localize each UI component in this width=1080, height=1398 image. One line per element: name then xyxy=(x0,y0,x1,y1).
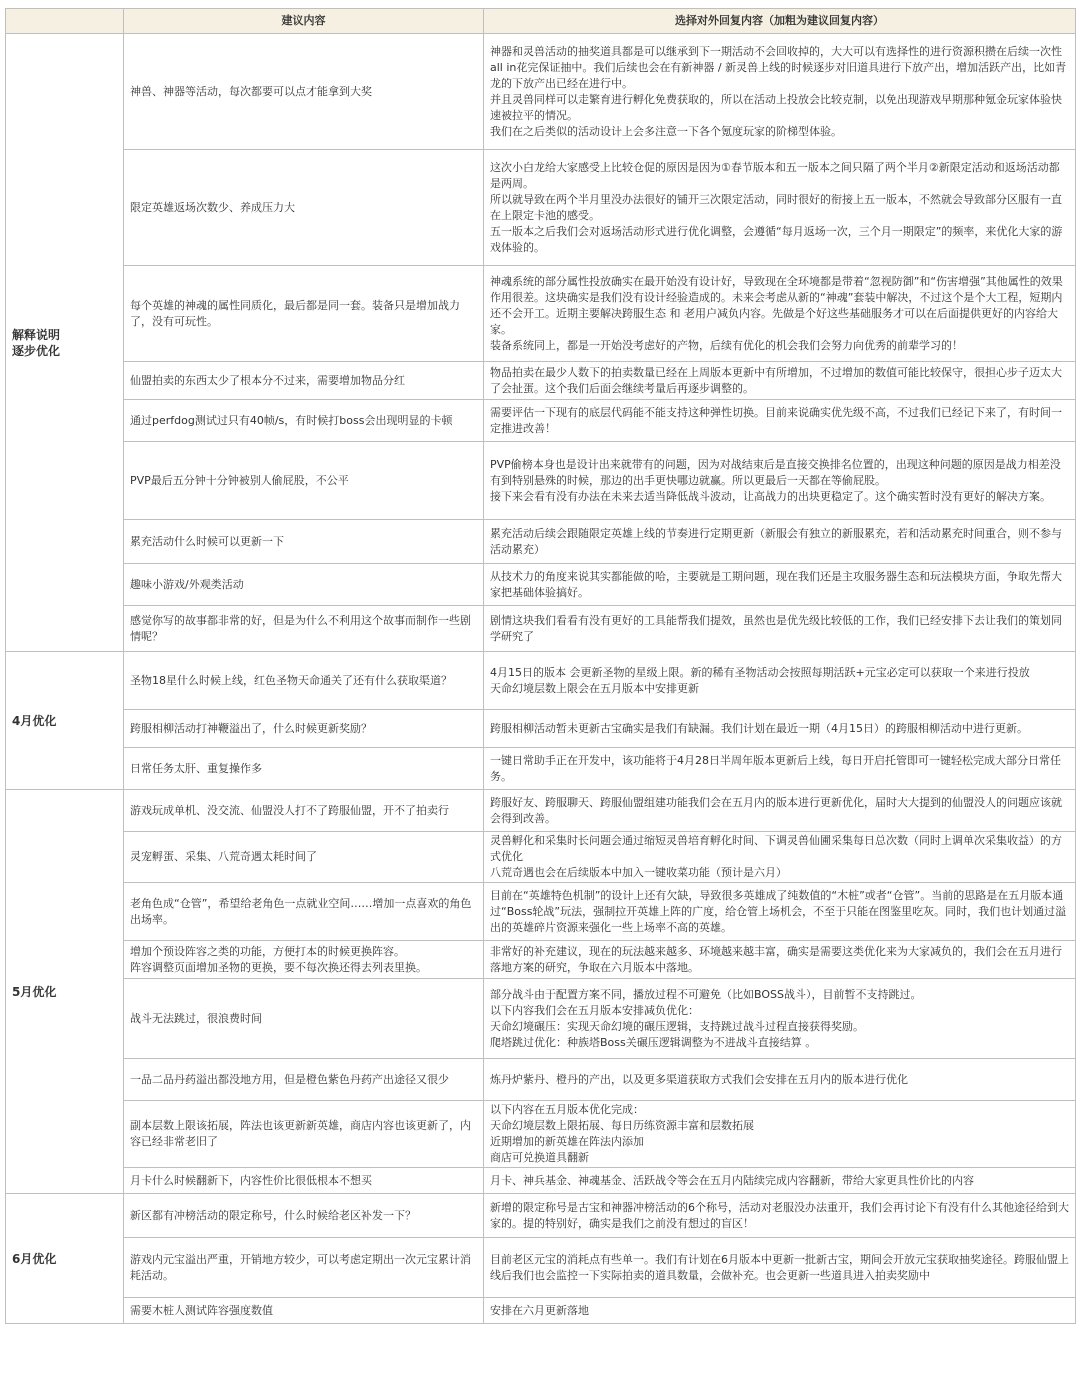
suggestion-cell: PVP最后五分钟十分钟被别人偷屁股，不公平 xyxy=(124,442,484,520)
suggestion-cell: 月卡什么时候翻新下，内容性价比很低根本不想买 xyxy=(124,1168,484,1194)
category-cell: 4月优化 xyxy=(6,652,124,790)
reply-cell xyxy=(484,883,1076,941)
suggestion-cell: 仙盟拍卖的东西太少了根本分不过来，需要增加物品分红 xyxy=(124,362,484,400)
reply-paragraph: 天命幻境层数上限会在五月版本中安排更新 xyxy=(490,681,699,695)
table-row xyxy=(6,941,1076,979)
suggestion-cell: 需要木桩人测试阵容强度数值 xyxy=(124,1298,484,1324)
reply-paragraph: 神器和灵兽活动的抽奖道具都是可以继承到下一期活动不会回收掉的，大大可以有选择性的进行资源积攒在后续一次性all in花完保证抽中。我们后续也会在有新神器 / 新灵兽上线的时候逐步对旧道具进行下放产出，增加活跃产出，比如青龙的下放产出已经在进行中。 xyxy=(490,44,1067,90)
suggestion-cell: 新区都有冲榜活动的限定称号，什么时候给老区补发一下？ xyxy=(124,1194,484,1238)
table-row xyxy=(6,34,1076,150)
reply-paragraph: 安排在六月更新落地 xyxy=(490,1303,589,1317)
table-body xyxy=(6,34,1076,1324)
table-row xyxy=(6,400,1076,442)
reply-paragraph: 4月15日的版本 会更新圣物的星级上限。新的稀有圣物活动会按照每期活跃+元宝必定可以获取一个来进行投放 xyxy=(490,665,1030,679)
reply-paragraph: 装备系统同上，都是一开始没考虑好的产物，后续有优化的机会我们会努力向优秀的前辈学习的！ xyxy=(490,338,963,352)
reply-paragraph: 以下内容在五月版本优化完成： xyxy=(490,1103,644,1116)
reply-paragraph: 并且灵兽同样可以走繁育进行孵化免费获取的，所以在活动上投放会比较克制，以免出现游戏早期那种氪金玩家体验快速被拉平的情况。 xyxy=(490,92,1062,122)
suggestion-cell: 每个英雄的神魂的属性同质化，最后都是同一套。装备只是增加战力了，没有可玩性。 xyxy=(124,266,484,362)
reply-cell xyxy=(484,1194,1076,1238)
reply-cell xyxy=(484,520,1076,564)
suggestion-cell: 游戏玩成单机、没交流、仙盟没人打不了跨服仙盟，开不了拍卖行 xyxy=(124,790,484,832)
reply-paragraph: 爬塔跳过优化：种族塔Boss关碾压逻辑调整为不进战斗直接结算 。 xyxy=(490,1035,817,1049)
table-row xyxy=(6,1298,1076,1324)
suggestion-cell: 通过perfdog测试过只有40帧/s，有时候打boss会出现明显的卡顿 xyxy=(124,400,484,442)
header-corner xyxy=(6,9,124,34)
table-row xyxy=(6,652,1076,710)
reply-paragraph: 接下来会看有没有办法在未来去适当降低战斗波动，让高战力的出块更稳定了。这个确实暂时没有更好的解决方案。 xyxy=(490,489,1051,503)
category-cell: 6月优化 xyxy=(6,1194,124,1324)
reply-paragraph: 一键日常助手正在开发中，该功能将于4月28日半周年版本更新后上线，每日开启托管即可一键轻松完成大部分日常任务。 xyxy=(490,753,1061,783)
reply-cell xyxy=(484,150,1076,266)
suggestion-cell: 日常任务太肝、重复操作多 xyxy=(124,748,484,790)
reply-paragraph: 以下内容我们会在五月版本安排减负优化： xyxy=(490,1003,699,1017)
suggestion-cell: 感觉你写的故事都非常的好，但是为什么不利用这个故事而制作一些剧情呢？ xyxy=(124,606,484,652)
reply-paragraph: 所以就导致在两个半月里没办法很好的铺开三次限定活动，同时很好的衔接上五一版本，不然就会导致部分区服有一直在上限定卡池的感受。 xyxy=(490,192,1062,222)
reply-cell xyxy=(484,266,1076,362)
header-suggestion: 建议内容 xyxy=(124,9,484,34)
reply-paragraph: 累充活动后续会跟随限定英雄上线的节奏进行定期更新（新服会有独立的新服累充，若和活动累充时间重合，则不参与活动累充） xyxy=(490,526,1062,556)
reply-paragraph: 跨服相柳活动暂未更新古宝确实是我们有缺漏。我们计划在最近一期（4月15日）的跨服相柳活动中进行更新。 xyxy=(490,721,1028,735)
reply-paragraph: 五一版本之后我们会对返场活动形式进行优化调整，会遵循“每月返场一次，三个月一期限定”的频率，来优化大家的游戏体验的。 xyxy=(490,224,1063,254)
table-row xyxy=(6,790,1076,832)
reply-cell xyxy=(484,400,1076,442)
reply-paragraph: 需要评估一下现有的底层代码能不能支持这种弹性切换。目前来说确实优先级不高，不过我们已经记下来了，有时间一定推进改善！ xyxy=(490,405,1062,435)
table-header-row xyxy=(6,9,1076,34)
reply-cell xyxy=(484,606,1076,652)
table-row xyxy=(6,150,1076,266)
reply-cell xyxy=(484,979,1076,1059)
table-row xyxy=(6,710,1076,748)
reply-cell xyxy=(484,748,1076,790)
reply-cell xyxy=(484,564,1076,606)
table-row xyxy=(6,1238,1076,1298)
reply-cell xyxy=(484,832,1076,883)
suggestion-cell: 一品二品丹药溢出都没地方用，但是橙色紫色丹药产出途径又很少 xyxy=(124,1059,484,1101)
reply-paragraph: 部分战斗由于配置方案不同，播放过程不可避免（比如BOSS战斗），目前暂不支持跳过。 xyxy=(490,987,922,1001)
reply-paragraph: 八荒奇遇也会在后续版本中加入一键收菜功能（预计是六月） xyxy=(490,866,787,879)
suggestion-cell: 增加个预设阵容之类的功能，方便打本的时候更换阵容。 阵容调整页面增加圣物的更换，要不每次换还得去列表里换。 xyxy=(124,941,484,979)
reply-paragraph: 目前老区元宝的消耗点有些单一。我们有计划在6月版本中更新一批新古宝，期间会开放元宝获取抽奖途径。跨服仙盟上线后我们也会监控一下实际拍卖的道具数量，会做补充。也会更新一些道具进入拍卖奖励中 xyxy=(490,1252,1069,1282)
reply-paragraph: 近期增加的新英雄在阵法内添加 xyxy=(490,1135,644,1148)
table-row xyxy=(6,266,1076,362)
table-row xyxy=(6,748,1076,790)
suggestion-cell: 趣味小游戏/外观类活动 xyxy=(124,564,484,606)
suggestion-cell: 神兽、神器等活动，每次都要可以点才能拿到大奖 xyxy=(124,34,484,150)
table-row xyxy=(6,362,1076,400)
reply-paragraph: 从技术力的角度来说其实都能做的哈，主要就是工期问题，现在我们还是主攻服务器生态和玩法模块方面，争取先帮大家把基础体验搞好。 xyxy=(490,569,1062,599)
table-row xyxy=(6,1194,1076,1238)
suggestion-cell: 灵宠孵蛋、采集、八荒奇遇太耗时间了 xyxy=(124,832,484,883)
category-cell: 解释说明 逐步优化 xyxy=(6,34,124,652)
reply-cell xyxy=(484,1298,1076,1324)
suggestion-cell: 累充活动什么时候可以更新一下 xyxy=(124,520,484,564)
reply-paragraph: PVP偷榜本身也是设计出来就带有的问题，因为对战结束后是直接交换排名位置的，出现这种问题的原因是战力相差没有到特别悬殊的时候，那边的出手更快哪边就赢。所以更最后一天都在等偷屁股。 xyxy=(490,457,1061,487)
suggestion-cell: 老角色成“仓管”，希望给老角色一点就业空间……增加一点喜欢的角色出场率。 xyxy=(124,883,484,941)
table-row xyxy=(6,442,1076,520)
reply-cell xyxy=(484,1059,1076,1101)
reply-paragraph: 灵兽孵化和采集时长问题会通过缩短灵兽培育孵化时间、下调灵兽仙圃采集每日总次数（同时上调单次采集收益）的方式优化 xyxy=(490,834,1062,863)
header-reply: 选择对外回复内容（加粗为建议回复内容） xyxy=(484,9,1076,34)
reply-paragraph: 剧情这块我们看看有没有更好的工具能帮我们提效，虽然也是优先级比较低的工作，我们已经安排下去让我们的策划同学研究了 xyxy=(490,613,1062,643)
reply-paragraph: 商店可兑换道具翻新 xyxy=(490,1151,589,1164)
table-row xyxy=(6,520,1076,564)
table-row xyxy=(6,1168,1076,1194)
reply-paragraph: 炼丹炉紫丹、橙丹的产出，以及更多渠道获取方式我们会安排在五月内的版本进行优化 xyxy=(490,1072,908,1086)
reply-cell xyxy=(484,34,1076,150)
table-row xyxy=(6,1101,1076,1168)
reply-cell xyxy=(484,941,1076,979)
suggestion-cell: 游戏内元宝溢出严重，开销地方较少，可以考虑定期出一次元宝累计消耗活动。 xyxy=(124,1238,484,1298)
table-row xyxy=(6,979,1076,1059)
reply-paragraph: 跨服好友、跨服聊天、跨服仙盟组建功能我们会在五月内的版本进行更新优化，届时大大提到的仙盟没人的问题应该就会得到改善。 xyxy=(490,795,1062,825)
reply-paragraph: 天命幻境层数上限拓展、每日历练资源丰富和层数拓展 xyxy=(490,1119,754,1132)
category-cell: 5月优化 xyxy=(6,790,124,1194)
suggestion-cell: 战斗无法跳过，很浪费时间 xyxy=(124,979,484,1059)
reply-paragraph: 神魂系统的部分属性投放确实在最开始没有设计好，导致现在全环境都是带着“忽视防御”和“伤害增强”其他属性的效果作用很差。这块确实是我们没有设计经验造成的。未来会考虑从新的“神魂”套装中解决，不过这个是个大工程，短期内还不会开工。近期主要解决跨服生态 和 老用户减负内容。先做是个好这些基础服务才可以在后面提供更好的内容给大家。 xyxy=(490,274,1063,336)
suggestion-cell: 副本层数上限该拓展，阵法也该更新新英雄，商店内容也该更新了，内容已经非常老旧了 xyxy=(124,1101,484,1168)
reply-paragraph: 天命幻境碾压：实现天命幻境的碾压逻辑，支持跳过战斗过程直接获得奖励。 xyxy=(490,1019,864,1033)
reply-paragraph: 这次小白龙给大家感受上比较仓促的原因是因为①春节版本和五一版本之间只隔了两个半月②新限定活动和返场活动都是两周。 xyxy=(490,160,1060,190)
table-row xyxy=(6,832,1076,883)
suggestion-cell: 跨服相柳活动打神鞭溢出了，什么时候更新奖励？ xyxy=(124,710,484,748)
reply-paragraph: 我们在之后类似的活动设计上会多注意一下各个氪度玩家的阶梯型体验。 xyxy=(490,124,842,138)
reply-paragraph: 物品拍卖在最少人数下的拍卖数量已经在上周版本更新中有所增加，不过增加的数值可能比较保守，很担心步子迈太大了会扯蛋。这个我们后面会继续考量后再逐步调整的。 xyxy=(490,365,1062,395)
reply-paragraph: 月卡、神兵基金、神魂基金、活跃战令等会在五月内陆续完成内容翻新，带给大家更具性价比的内容 xyxy=(490,1173,974,1187)
table-row xyxy=(6,606,1076,652)
reply-paragraph: 非常好的补充建议，现在的玩法越来越多、环境越来越丰富，确实是需要这类优化来为大家减负的，我们会在五月进行落地方案的研究，争取在六月版本中落地。 xyxy=(490,944,1062,974)
table-row xyxy=(6,1059,1076,1101)
feedback-table xyxy=(5,8,1076,1324)
reply-cell xyxy=(484,710,1076,748)
reply-cell xyxy=(484,1168,1076,1194)
reply-cell xyxy=(484,362,1076,400)
reply-paragraph: 目前在“英雄特色机制”的设计上还有欠缺，导致很多英雄成了纯数值的“木桩”或者“仓管”。当前的思路是在五月版本通过“Boss轮战”玩法，强制拉开英雄上阵的广度，给仓管上场机会，不至于只能在图鉴里吃灰。同时，我们也计划通过溢出的英雄碎片资源来强化一些上场率不高的英雄。 xyxy=(490,888,1067,934)
suggestion-cell: 限定英雄返场次数少、养成压力大 xyxy=(124,150,484,266)
reply-cell xyxy=(484,652,1076,710)
table-row xyxy=(6,564,1076,606)
reply-cell xyxy=(484,442,1076,520)
reply-cell xyxy=(484,1101,1076,1168)
reply-cell xyxy=(484,790,1076,832)
reply-paragraph: 新增的限定称号是古宝和神器冲榜活动的6个称号，活动对老服没办法重开，我们会再讨论下有没有什么其他途径给到大家的。提的特别好，确实是我们之前没有想过的盲区！ xyxy=(490,1200,1069,1230)
table-row xyxy=(6,883,1076,941)
reply-cell xyxy=(484,1238,1076,1298)
suggestion-cell: 圣物18星什么时候上线，红色圣物天命通关了还有什么获取渠道？ xyxy=(124,652,484,710)
